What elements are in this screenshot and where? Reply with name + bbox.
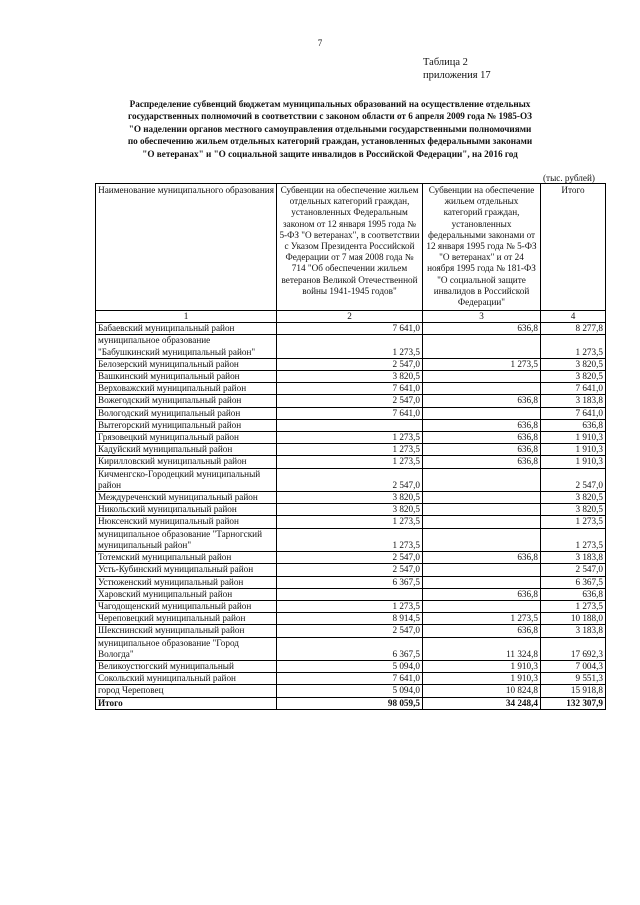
total-row: [96, 697, 606, 709]
veterans-subsidy-value: 6 367,5: [277, 576, 423, 588]
total-value: 3 820,5: [541, 504, 606, 516]
total-value: 8 277,8: [541, 323, 606, 335]
table-label: [423, 56, 491, 82]
disabled-subsidy-value: 636,8: [423, 588, 541, 600]
subsidy-table: [95, 183, 606, 710]
disabled-subsidy-value: [423, 528, 541, 551]
total-value: 15 918,8: [541, 685, 606, 697]
municipality-name: Верховажский муниципальный район: [96, 383, 277, 395]
municipality-name: Усть-Кубинский муниципальный район: [96, 564, 277, 576]
title-line: "О наделении органов местного самоуправления отдельными государственными полномочиями: [128, 123, 532, 134]
title-line: по обеспечению жильем отдельных категорий граждан, установленных федеральными законами: [127, 136, 533, 147]
veterans-subsidy-value: 2 547,0: [277, 358, 423, 370]
municipality-name: Кичменгско-Городецкий муниципальный район: [96, 468, 277, 491]
municipality-name: Череповецкий муниципальный район: [96, 613, 277, 625]
veterans-subsidy-value: 1 273,5: [277, 600, 423, 612]
veterans-subsidy-value: [277, 419, 423, 431]
column-number: 3: [423, 311, 541, 323]
header-total: Итого: [541, 184, 606, 311]
table-row: [96, 504, 606, 516]
disabled-subsidy-value: [423, 468, 541, 491]
municipality-name: Вологодский муниципальный район: [96, 407, 277, 419]
veterans-subsidy-value: 7 641,0: [277, 407, 423, 419]
table-row: [96, 335, 606, 358]
total-value: 1 910,3: [541, 456, 606, 468]
veterans-subsidy-value: 1 273,5: [277, 335, 423, 358]
table-row: [96, 576, 606, 588]
table-row: [96, 468, 606, 491]
veterans-subsidy-value: 7 641,0: [277, 323, 423, 335]
municipality-name: Кирилловский муниципальный район: [96, 456, 277, 468]
municipality-name: Бабаевский муниципальный район: [96, 323, 277, 335]
table-body: [96, 323, 606, 697]
disabled-subsidy-value: 636,8: [423, 395, 541, 407]
disabled-subsidy-value: 636,8: [423, 432, 541, 444]
total-disabled: 34 248,4: [423, 697, 541, 709]
veterans-subsidy-value: 2 547,0: [277, 468, 423, 491]
disabled-subsidy-value: [423, 383, 541, 395]
veterans-subsidy-value: 3 820,5: [277, 492, 423, 504]
veterans-subsidy-value: 1 273,5: [277, 456, 423, 468]
disabled-subsidy-value: [423, 335, 541, 358]
table-number: Таблица 2: [423, 57, 468, 68]
veterans-subsidy-value: 3 820,5: [277, 504, 423, 516]
municipality-name: Тотемский муниципальный район: [96, 552, 277, 564]
table-row: [96, 552, 606, 564]
municipality-name: Шекснинский муниципальный район: [96, 625, 277, 637]
total-value: 3 820,5: [541, 358, 606, 370]
total-value: 7 641,0: [541, 383, 606, 395]
units-label: (тыс. рублей): [543, 173, 595, 183]
disabled-subsidy-value: [423, 516, 541, 528]
veterans-subsidy-value: 2 547,0: [277, 625, 423, 637]
veterans-subsidy-value: [277, 588, 423, 600]
disabled-subsidy-value: [423, 576, 541, 588]
table-row: [96, 323, 606, 335]
veterans-subsidy-value: 2 547,0: [277, 564, 423, 576]
disabled-subsidy-value: [423, 504, 541, 516]
veterans-subsidy-value: 1 273,5: [277, 516, 423, 528]
disabled-subsidy-value: 1 273,5: [423, 613, 541, 625]
municipality-name: Грязовецкий муниципальный район: [96, 432, 277, 444]
municipality-name: Никольский муниципальный район: [96, 504, 277, 516]
table-row: [96, 395, 606, 407]
disabled-subsidy-value: 636,8: [423, 456, 541, 468]
column-number: 4: [541, 311, 606, 323]
total-value: 3 820,5: [541, 371, 606, 383]
veterans-subsidy-value: 5 094,0: [277, 685, 423, 697]
municipality-name: Нюксенский муниципальный район: [96, 516, 277, 528]
title-line: государственных полномочий в соответствии с законом области от 6 апреля 2009 года № 1985-ОЗ: [128, 111, 532, 122]
column-number-row: [96, 311, 606, 323]
municipality-name: Харовский муниципальный район: [96, 588, 277, 600]
total-value: 1 273,5: [541, 335, 606, 358]
municipality-name: муниципальное образование "Город Вологда": [96, 637, 277, 660]
total-value: 3 183,8: [541, 395, 606, 407]
table-row: [96, 637, 606, 660]
disabled-subsidy-value: 636,8: [423, 323, 541, 335]
veterans-subsidy-value: 8 914,5: [277, 613, 423, 625]
table-row: [96, 444, 606, 456]
table-row: [96, 564, 606, 576]
table-row: [96, 588, 606, 600]
municipality-name: Вожегодский муниципальный район: [96, 395, 277, 407]
disabled-subsidy-value: 636,8: [423, 444, 541, 456]
disabled-subsidy-value: [423, 371, 541, 383]
total-value: 2 547,0: [541, 468, 606, 491]
veterans-subsidy-value: 6 367,5: [277, 637, 423, 660]
header-disabled-subsidy: Субвенции на обеспечение жильем отдельных категорий граждан, установленных федеральными законами от 12 января 1995 года № 5-ФЗ "О ветеранах" и от 24 ноября 1995 года № 181-ФЗ "О социальной защите инвалидов в Российской Федерации": [423, 184, 541, 311]
disabled-subsidy-value: 10 824,8: [423, 685, 541, 697]
total-value: 6 367,5: [541, 576, 606, 588]
veterans-subsidy-value: 3 820,5: [277, 371, 423, 383]
municipality-name: Междуреченский муниципальный район: [96, 492, 277, 504]
disabled-subsidy-value: 11 324,8: [423, 637, 541, 660]
municipality-name: Сокольский муниципальный район: [96, 673, 277, 685]
page-number: 7: [317, 38, 323, 48]
total-label: Итого: [96, 697, 277, 709]
disabled-subsidy-value: 1 910,3: [423, 673, 541, 685]
disabled-subsidy-value: [423, 492, 541, 504]
header-row: [96, 184, 606, 311]
total-value: 2 547,0: [541, 564, 606, 576]
document-title: [95, 98, 565, 160]
total-veterans: 98 059,5: [277, 697, 423, 709]
municipality-name: Вашкинский муниципальный район: [96, 371, 277, 383]
table-row: [96, 492, 606, 504]
municipality-name: Белозерский муниципальный район: [96, 358, 277, 370]
total-value: 3 183,8: [541, 552, 606, 564]
veterans-subsidy-value: 1 273,5: [277, 528, 423, 551]
total-value: 7 641,0: [541, 407, 606, 419]
table-row: [96, 528, 606, 551]
table-row: [96, 456, 606, 468]
veterans-subsidy-value: 1 273,5: [277, 444, 423, 456]
municipality-name: город Череповец: [96, 685, 277, 697]
disabled-subsidy-value: 1 910,3: [423, 660, 541, 672]
total-value: 7 004,3: [541, 660, 606, 672]
table-row: [96, 685, 606, 697]
table-row: [96, 660, 606, 672]
disabled-subsidy-value: [423, 600, 541, 612]
table-row: [96, 371, 606, 383]
table-row: [96, 613, 606, 625]
municipality-name: Кадуйский муниципальный район: [96, 444, 277, 456]
total-value: 17 692,3: [541, 637, 606, 660]
total-value: 1 273,5: [541, 600, 606, 612]
table-row: [96, 516, 606, 528]
municipality-name: Вытегорский муниципальный район: [96, 419, 277, 431]
table-row: [96, 383, 606, 395]
disabled-subsidy-value: [423, 407, 541, 419]
total-value: 3 820,5: [541, 492, 606, 504]
table-row: [96, 358, 606, 370]
total-value: 1 910,3: [541, 444, 606, 456]
header-municipality: Наименование муниципального образования: [96, 184, 277, 311]
total-value: 3 183,8: [541, 625, 606, 637]
column-number: 1: [96, 311, 277, 323]
veterans-subsidy-value: 2 547,0: [277, 395, 423, 407]
header-veterans-subsidy: Субвенции на обеспечение жильем отдельных категорий граждан, установленных Федеральным законом от 12 января 1995 года № 5-ФЗ "О ветеранах", в соответствии с Указом Президента Российской Федерации от 7 мая 2008 года № 714 "Об обеспечении жильем ветеранов Великой Отечественной войны 1941-1945 годов": [277, 184, 423, 311]
column-number: 2: [277, 311, 423, 323]
municipality-name: Устюженский муниципальный район: [96, 576, 277, 588]
disabled-subsidy-value: 636,8: [423, 552, 541, 564]
municipality-name: Чагодощенский муниципальный район: [96, 600, 277, 612]
title-line: "О ветеранах" и "О социальной защите инвалидов в Российской Федерации", на 2016 год: [142, 148, 518, 159]
disabled-subsidy-value: [423, 564, 541, 576]
table-row: [96, 625, 606, 637]
total-value: 1 273,5: [541, 528, 606, 551]
appendix-number: приложения 17: [423, 70, 491, 81]
table-row: [96, 600, 606, 612]
veterans-subsidy-value: 1 273,5: [277, 432, 423, 444]
total-value: 636,8: [541, 419, 606, 431]
municipality-name: муниципальное образование "Тарногский муниципальный район": [96, 528, 277, 551]
total-sum: 132 307,9: [541, 697, 606, 709]
veterans-subsidy-value: 7 641,0: [277, 673, 423, 685]
table-row: [96, 673, 606, 685]
veterans-subsidy-value: 7 641,0: [277, 383, 423, 395]
disabled-subsidy-value: 636,8: [423, 419, 541, 431]
disabled-subsidy-value: 636,8: [423, 625, 541, 637]
table-row: [96, 407, 606, 419]
total-value: 636,8: [541, 588, 606, 600]
total-value: 1 910,3: [541, 432, 606, 444]
table-row: [96, 419, 606, 431]
total-value: 9 551,3: [541, 673, 606, 685]
total-value: 10 188,0: [541, 613, 606, 625]
table-row: [96, 432, 606, 444]
municipality-name: Великоустюгский муниципальный: [96, 660, 277, 672]
total-value: 1 273,5: [541, 516, 606, 528]
disabled-subsidy-value: 1 273,5: [423, 358, 541, 370]
veterans-subsidy-value: 2 547,0: [277, 552, 423, 564]
municipality-name: муниципальное образование "Бабушкинский муниципальный район": [96, 335, 277, 358]
title-line: Распределение субвенций бюджетам муниципальных образований на осуществление отдельных: [129, 99, 531, 109]
veterans-subsidy-value: 5 094,0: [277, 660, 423, 672]
